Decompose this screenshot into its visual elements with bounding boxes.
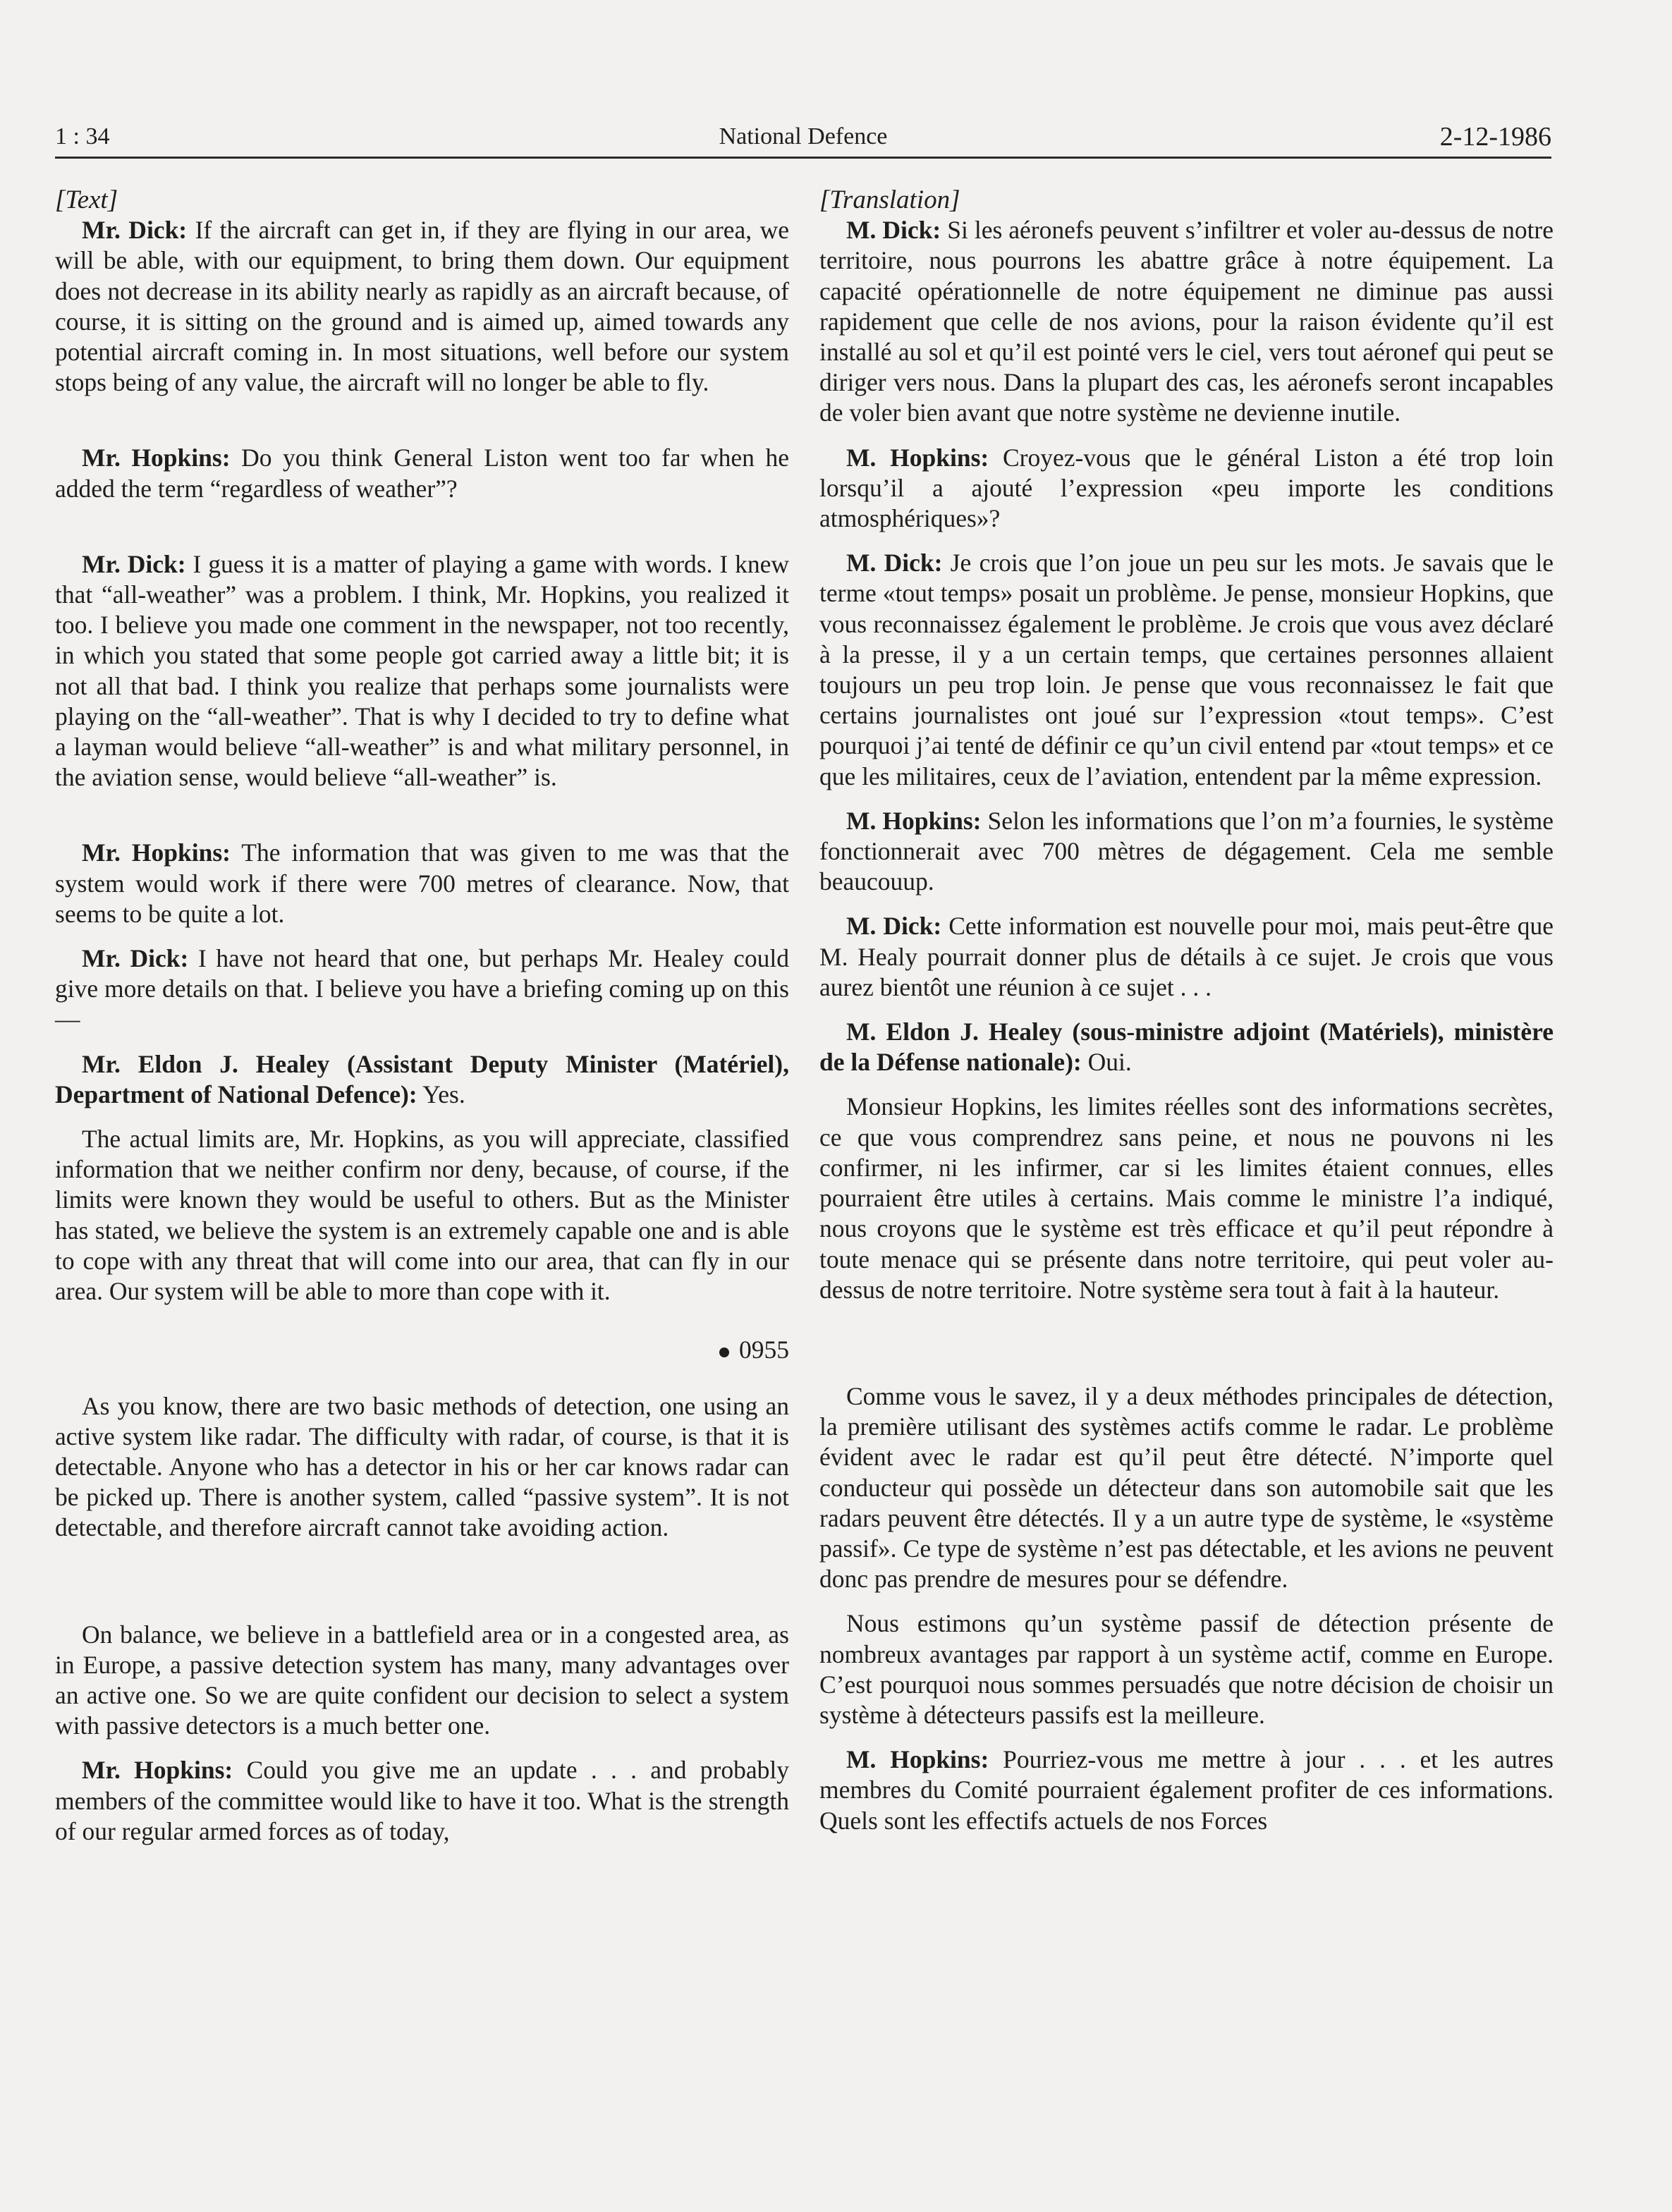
speaker: M. Dick: — [846, 912, 942, 941]
speech: Pourriez-vous me mettre à jour . . . et les autres membres du Comité pourraient également profiter de ces informations. Quels sont les effectifs actuels de nos Forces — [819, 1745, 1554, 1835]
paragraph — [819, 215, 1554, 428]
speaker: Mr. Hopkins: — [82, 838, 231, 867]
paragraph — [55, 1124, 789, 1307]
speech: The information that was given to me was that the system would work if there were 700 metres of clearance. Now, that seems to be quite a lot. — [55, 838, 789, 928]
speech: Do you think General Liston went too far when he added the term “regardless of weather”? — [55, 444, 789, 503]
paragraph — [55, 1620, 789, 1742]
paragraph — [819, 1092, 1554, 1304]
speech: Monsieur Hopkins, les limites réelles sont des informations secrètes, ce que vous comprendrez sans peine, et nous ne pouvons ni les confirmer, ni les infirmer, car si les limites étaient connues, elles pourraient être utiles à certains. Mais comme le ministre l’a indiqué, nous croyons que le système est très efficace et qu’il peut répondre à toute menace qui se présente dans notre territoire, qui peut voler au-dessus de notre territoire. Notre système sera tout à fait à la hauteur. — [819, 1092, 1554, 1304]
speech: Selon les informations que l’on m’a fournies, le système fonctionnerait avec 700 mètres de dégagement. Cela me semble beaucouup. — [819, 806, 1554, 896]
speech: Could you give me an update . . . and probably members of the committee would like to have it too. What is the strength of our regular armed forces as of today, — [55, 1756, 789, 1845]
page-title: National Defence — [719, 123, 888, 149]
speaker: M. Dick: — [846, 549, 943, 578]
speech: Croyez-vous que le général Liston a été trop loin lorsqu’il a ajouté l’expression «peu importe les conditions atmosphériques»? — [819, 443, 1554, 533]
paragraph — [55, 1391, 789, 1544]
header-rule — [55, 157, 1551, 159]
speech: As you know, there are two basic methods of detection, one using an active system like radar. The difficulty with radar, of course, is that it is detectable. Anyone who has a detector in his or her car knows radar can be picked up. There is another system, called “passive system”. It is not detectable, and therefore aircraft cannot take avoiding action. — [55, 1391, 789, 1542]
speaker: M. Hopkins: — [846, 806, 982, 835]
bullet-icon — [719, 1348, 729, 1357]
paragraph — [55, 443, 789, 503]
speaker: M. Dick: — [846, 216, 941, 245]
paragraph — [55, 838, 789, 929]
speech: I have not heard that one, but perhaps Mr. Healey could give more details on that. I believe you have a briefing coming up on this— — [55, 944, 790, 1034]
paragraph — [819, 1744, 1554, 1836]
english-column — [55, 185, 789, 1847]
section-label: [Translation] — [819, 185, 960, 214]
paragraph — [819, 1608, 1554, 1730]
time-marker-text: 0955 — [739, 1336, 789, 1364]
speaker: Mr. Eldon J. Healey (Assistant Deputy Minister (Matériel), Department of National Defence): — [55, 1049, 789, 1108]
speech: I guess it is a matter of playing a game with words. I knew that “all-weather” was a problem. I think, Mr. Hopkins, you realized it too. I believe you made one comment in the newspaper, not too recently, in which you stated that some people got carried away a little bit; it is not all that bad. I think you realize that perhaps some journalists were playing on the “all-weather”. That is why I decided to try to define what a layman would believe “all-weather” is and what military personnel, in the aviation sense, would believe “all-weather” is. — [55, 549, 789, 792]
page-number: 1 : 34 — [55, 123, 110, 149]
paragraph — [55, 1755, 789, 1847]
paragraph — [55, 549, 789, 793]
speech: Comme vous le savez, il y a deux méthodes principales de détection, la première utilisant des systèmes actifs comme le radar. Le problème évident avec le radar est qu’il peut être détecté. N’importe quel conducteur qui possède un détecteur dans son automobile sait que les radars peuvent être détectés. Il y a un autre type de système, le «système passif». Ce type de système n’est pas détectable, et les avions ne peuvent donc pas prendre de mesures pour se défendre. — [819, 1381, 1554, 1594]
speech: If the aircraft can get in, if they are flying in our area, we will be able, with our equipment, to bring them down. Our equipment does not decrease in its ability nearly as rapidly as an aircraft because, of course, it is sitting on the ground and is aimed up, aimed towards any potential aircraft coming in. In most situations, well before our system stops being of any value, the aircraft will no longer be able to fly. — [55, 216, 790, 397]
paragraph — [55, 1049, 789, 1110]
speaker: Mr. Dick: — [82, 216, 188, 245]
paragraph — [819, 443, 1554, 534]
speech: Oui. — [1087, 1048, 1132, 1077]
speaker: M. Hopkins: — [846, 1745, 989, 1774]
paragraph — [819, 1381, 1554, 1594]
speech: The actual limits are, Mr. Hopkins, as you will appreciate, classified information that we neither confirm nor deny, because, of course, if the limits were known they would be useful to others. But as the Minister has stated, we believe the system is an extremely capable one and is able to cope with any threat that will come into our area, that can fly in our area. Our system will be able to more than cope with it. — [55, 1125, 789, 1306]
paragraph — [819, 806, 1554, 898]
speaker: Mr. Dick: — [82, 944, 189, 973]
speaker: M. Eldon J. Healey (sous-ministre adjoint (Matériels), ministère de la Défense nationale): — [819, 1018, 1554, 1077]
page-date: 2-12-1986 — [1439, 122, 1551, 152]
speech: On balance, we believe in a battlefield area or in a congested area, as in Europe, a passive detection system has many, many advantages over an active one. So we are quite confident our decision to select a system with passive detectors is a much better one. — [55, 1620, 789, 1740]
paragraph — [819, 548, 1554, 792]
speech: Yes. — [422, 1080, 465, 1108]
speech: Si les aéronefs peuvent s’infiltrer et voler au-dessus de notre territoire, nous pourrons les abattre grâce à notre équipement. La capacité opérationnelle de notre équipement ne diminue pas aussi rapidement que celle de nos avions, pour la raison évidente qu’il est installé au sol et qu’il est pointé vers le ciel, vers tout aéronef qui peut se diriger vers nous. Dans la plupart des cas, les aéronefs seront incapables de voler bien avant que notre système ne devienne inutile. — [819, 216, 1554, 427]
running-header — [55, 121, 1551, 157]
paragraph — [55, 943, 789, 1035]
section-label: [Text] — [55, 185, 118, 214]
speech: Je crois que l’on joue un peu sur les mots. Je savais que le terme «tout temps» posait un problème. Je pense, monsieur Hopkins, que vous reconnaissez également le problème. Je crois que vous avez déclaré à la presse, il y a un certain temps, que certaines personnes allaient toujours un peu trop loin. Je pense que vous reconnaissez le fait que certains journalistes ont joué sur l’expression «tout temps». C’est pourquoi j’ai tenté de définir ce qu’un civil entend par «tout temps» et ce que les militaires, ceux de l’aviation, entendent par la même expression. — [819, 549, 1554, 790]
paragraph — [55, 215, 789, 398]
speech: Nous estimons qu’un système passif de détection présente de nombreux avantages par rapport à un système actif, comme en Europe. C’est pourquoi nous sommes persuadés que notre décision de choisir un système à détecteurs passifs est la meilleure. — [819, 1609, 1554, 1729]
french-column — [819, 185, 1554, 1836]
speaker: Mr. Hopkins: — [82, 444, 231, 472]
paragraph — [819, 1017, 1554, 1077]
time-marker — [55, 1335, 789, 1365]
speaker: Mr. Hopkins: — [82, 1756, 233, 1785]
speech: Cette information est nouvelle pour moi, mais peut-être que M. Healy pourrait donner plus de détails à ce sujet. Je crois que vous aurez bientôt une réunion à ce sujet . . . — [819, 912, 1554, 1001]
speaker: M. Hopkins: — [846, 443, 989, 472]
speaker: Mr. Dick: — [82, 549, 186, 578]
paragraph — [819, 911, 1554, 1003]
